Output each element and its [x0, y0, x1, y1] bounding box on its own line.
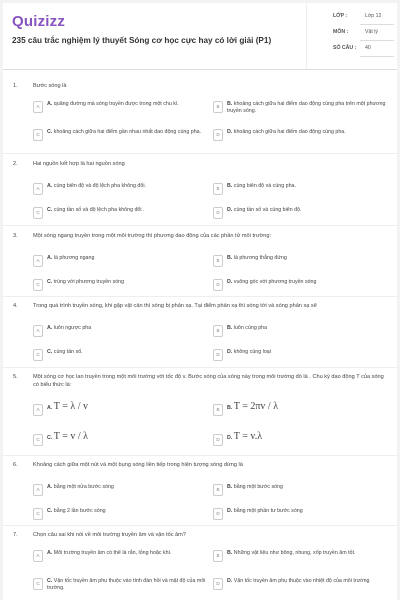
option-text: là phương thẳng đứng	[233, 255, 287, 261]
option-text: luôn ngược pha	[53, 325, 92, 331]
option-b[interactable]	[213, 181, 393, 197]
option-a[interactable]	[33, 181, 213, 197]
option-letter: A	[33, 101, 43, 113]
option-c[interactable]	[33, 576, 213, 596]
divider	[3, 455, 397, 456]
meta-subject-value: Vật lý	[365, 29, 378, 35]
option-d[interactable]	[213, 127, 393, 147]
option-letter: C	[33, 349, 43, 361]
question-number: 5.	[13, 374, 18, 380]
option-key: C.	[47, 129, 53, 135]
option-letter: A	[33, 183, 43, 195]
worksheet-title: 235 câu trắc nghiệm lý thuyết Sóng cơ học cực hay có lời giải (P1)	[12, 36, 272, 45]
worksheet-page	[3, 3, 397, 600]
option-d[interactable]	[213, 506, 393, 522]
meta-class-row	[330, 9, 394, 25]
question-number: 3.	[13, 233, 18, 239]
option-a[interactable]	[33, 482, 213, 498]
option-letter: C	[33, 508, 43, 520]
option-c[interactable]	[33, 432, 213, 448]
option-letter: B	[213, 325, 223, 337]
divider	[3, 153, 397, 154]
question-text: Trong quá trình truyền sóng, khi gặp vật cản thì sóng bị phản xạ. Tại điểm phản xạ thì sóng tới và sóng phản xạ sẽ	[33, 303, 317, 309]
option-key: D.	[227, 578, 233, 584]
option-letter: B	[213, 101, 223, 113]
option-formula: T = v / λ	[53, 431, 88, 442]
option-key: C.	[47, 279, 53, 285]
option-key: C.	[47, 435, 53, 441]
option-key: A.	[47, 255, 53, 261]
divider	[3, 296, 397, 297]
option-letter: B	[213, 484, 223, 496]
option-key: A.	[47, 484, 53, 490]
question-text: Hai nguồn kết hợp là hai nguồn sóng	[33, 161, 125, 167]
option-formula: T = v.λ	[233, 431, 263, 442]
option-b[interactable]	[213, 99, 393, 119]
option-b[interactable]	[213, 253, 393, 269]
option-d[interactable]	[213, 576, 393, 596]
option-key: B.	[227, 325, 233, 331]
option-letter: A	[33, 550, 43, 562]
option-text: luôn cùng pha	[233, 325, 268, 331]
option-b[interactable]	[213, 402, 393, 418]
option-d[interactable]	[213, 347, 393, 363]
option-a[interactable]	[33, 402, 213, 418]
meta-count-row	[330, 41, 394, 57]
option-key: C.	[47, 578, 53, 584]
option-text: bằng một nửa bước sóng	[53, 484, 114, 490]
question-number: 4.	[13, 303, 18, 309]
option-a[interactable]	[33, 548, 213, 568]
question-number: 1.	[13, 83, 18, 89]
option-text: vuông góc với phương truyền sóng	[233, 279, 317, 285]
option-d[interactable]	[213, 205, 393, 221]
option-d[interactable]	[213, 432, 393, 448]
option-formula: T = 2πv / λ	[233, 401, 279, 412]
option-c[interactable]	[33, 347, 213, 363]
option-text: Vận tốc truyền âm phụ thuộc vào tính đàn hồi và mật độ của môi trường.	[47, 578, 206, 591]
option-text: bằng một bước sóng	[233, 484, 283, 490]
option-key: C.	[47, 207, 53, 213]
option-key: D.	[227, 129, 233, 135]
meta-count-label: SỐ CÂU :	[333, 45, 357, 51]
option-formula: T = λ / v	[53, 401, 88, 412]
option-c[interactable]	[33, 506, 213, 522]
option-key: B.	[227, 405, 233, 411]
option-text: không cùng loại	[233, 349, 271, 355]
option-a[interactable]	[33, 99, 213, 119]
option-d[interactable]	[213, 277, 393, 293]
option-text: bằng một phần tư bước sóng	[233, 508, 303, 514]
option-key: B.	[227, 255, 233, 261]
meta-class-value: Lớp 12	[365, 13, 382, 19]
option-text: là phương ngang	[53, 255, 95, 261]
option-letter: D	[213, 279, 223, 291]
question-text: Bước sóng là	[33, 83, 67, 89]
option-letter: B	[213, 404, 223, 416]
option-key: D.	[227, 508, 233, 514]
option-c[interactable]	[33, 205, 213, 221]
option-key: B.	[227, 183, 233, 189]
option-key: B.	[227, 550, 233, 556]
option-b[interactable]	[213, 323, 393, 339]
option-key: A.	[47, 101, 53, 107]
option-letter: C	[33, 578, 43, 590]
option-letter: A	[33, 255, 43, 267]
question-number: 6.	[13, 462, 18, 468]
option-key: B.	[227, 484, 233, 490]
option-key: D.	[227, 207, 233, 213]
option-text: trùng với phương truyền sóng	[53, 279, 125, 285]
option-text: cùng tần số và độ lệch pha không đổi .	[53, 207, 145, 213]
question-number: 2.	[13, 161, 18, 167]
option-letter: D	[213, 434, 223, 446]
option-c[interactable]	[33, 127, 213, 147]
option-key: A.	[47, 550, 53, 556]
option-letter: B	[213, 183, 223, 195]
option-letter: C	[33, 207, 43, 219]
quizizz-logo: Quizizz	[12, 13, 66, 30]
option-text: khoảng cách giữa hai điểm dao động cùng pha.	[233, 129, 346, 135]
divider	[3, 367, 397, 368]
option-text: cùng biên độ và cùng pha.	[233, 183, 296, 189]
meta-subject-row	[330, 25, 394, 41]
option-text: bằng 2 lần bước sóng	[53, 508, 106, 514]
option-key: A.	[47, 325, 53, 331]
option-letter: D	[213, 578, 223, 590]
option-letter: D	[213, 508, 223, 520]
option-a[interactable]	[33, 323, 213, 339]
option-letter: D	[213, 349, 223, 361]
option-key: C.	[47, 349, 53, 355]
question-text: Một sóng cơ học lan truyền trong một môi trường với tốc độ v. Bước sóng của sóng này trong môi trường đó là . Chu kỳ dao động T của sóng có biểu thức là:	[33, 374, 384, 388]
option-text: khoảng cách giữa hai điểm dao động cùng pha trên một phương truyền sóng.	[227, 101, 386, 114]
option-letter: A	[33, 404, 43, 416]
option-key: C.	[47, 508, 53, 514]
option-text: quãng đường mà sóng truyền được trong một chu kì.	[53, 101, 179, 107]
option-letter: D	[213, 207, 223, 219]
option-text: Những vật liệu như bông, nhung, xốp truyền âm tốt.	[233, 550, 356, 556]
question-text: Một sóng ngang truyền trong một môi trường thì phương dao động của các phần tử môi trường:	[33, 233, 272, 239]
option-letter: A	[33, 484, 43, 496]
option-a[interactable]	[33, 253, 213, 269]
meta-class-label: LỚP :	[333, 13, 348, 19]
divider	[3, 225, 397, 226]
option-letter: B	[213, 255, 223, 267]
option-letter: C	[33, 129, 43, 141]
meta-count-line	[360, 56, 394, 57]
meta-subject-label: MÔN :	[333, 29, 349, 35]
option-c[interactable]	[33, 277, 213, 293]
meta-count-value: 40	[365, 45, 371, 51]
option-key: D.	[227, 279, 233, 285]
question-number: 7.	[13, 532, 18, 538]
option-text: cùng tần số và cùng biên độ.	[233, 207, 302, 213]
option-b[interactable]	[213, 482, 393, 498]
option-text: cùng biên độ và độ lệch pha không đổi.	[53, 183, 146, 189]
option-letter: C	[33, 434, 43, 446]
option-letter: A	[33, 325, 43, 337]
option-letter: D	[213, 129, 223, 141]
option-text: Vận tốc truyền âm phụ thuộc vào nhiệt độ của môi trường	[233, 578, 370, 584]
option-key: A.	[47, 405, 53, 411]
option-text: Môi trường truyền âm có thể là rắn, lỏng hoặc khí.	[53, 550, 172, 556]
worksheet-header	[3, 3, 397, 70]
question-text: Chọn câu sai khi nói về môi trường truyền âm và vận tốc âm?	[33, 532, 186, 538]
option-text: cùng tần số.	[53, 349, 83, 355]
option-b[interactable]	[213, 548, 393, 568]
option-key: A.	[47, 183, 53, 189]
option-key: D.	[227, 435, 233, 441]
option-letter: B	[213, 550, 223, 562]
meta-panel	[306, 3, 397, 69]
option-letter: C	[33, 279, 43, 291]
divider	[3, 525, 397, 526]
option-key: B.	[227, 101, 233, 107]
option-text: khoảng cách giữa hai điểm gần nhau nhất dao động cùng pha.	[53, 129, 202, 135]
option-key: D.	[227, 349, 233, 355]
question-text: Khoảng cách giữa một nút và một bụng sóng liền tiếp trong hiện tượng sóng dừng là	[33, 462, 243, 468]
